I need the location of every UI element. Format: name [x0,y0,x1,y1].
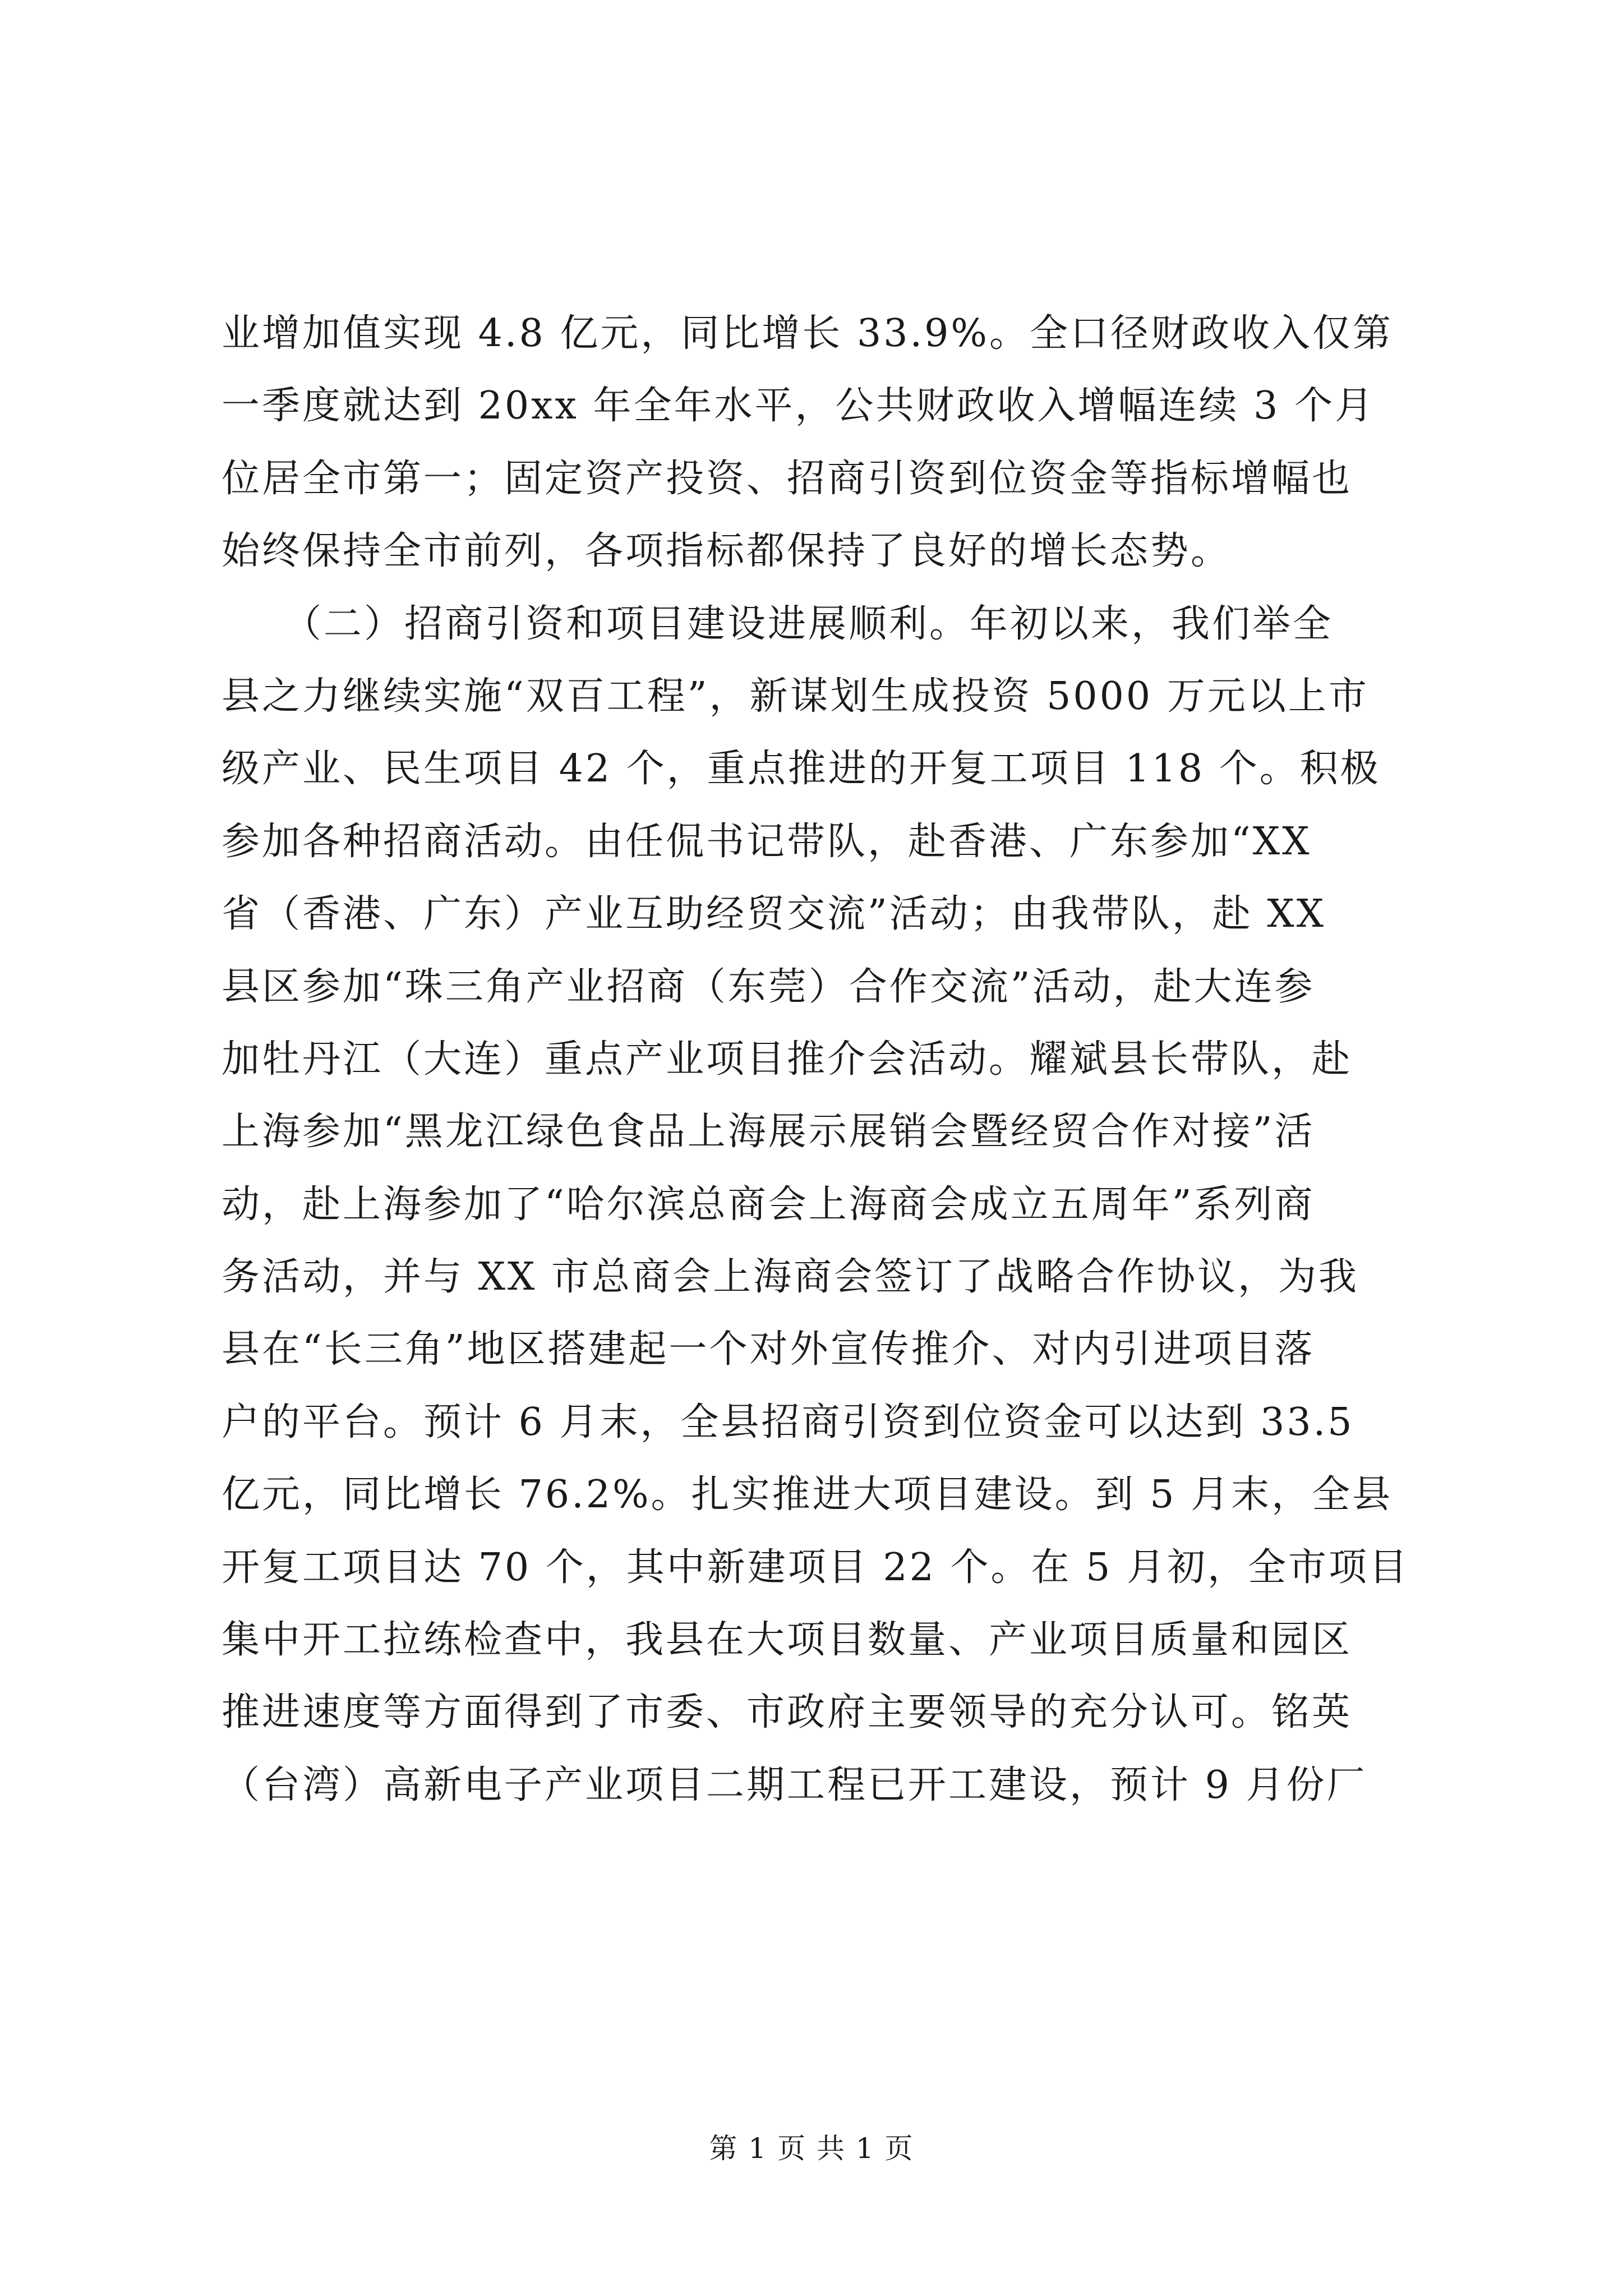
text-line: 始终保持全市前列，各项指标都保持了良好的增长态势。 [222,529,1232,574]
text-line: 省（香港、广东）产业互助经贸交流”活动；由我带队，赴 XX [222,892,1326,937]
text-line: 县在“长三角”地区搭建起一个对外宣传推介、对内引进项目落 [222,1327,1315,1372]
text-line: 加牡丹江（大连）重点产业项目推介会活动。耀斌县长带队，赴 [222,1037,1353,1082]
text-line: 一季度就达到 20xx 年全年水平，公共财政收入增幅连续 3 个月 [222,384,1375,429]
text-line: 推进速度等方面得到了市委、市政府主要领导的充分认可。铭英 [222,1690,1353,1735]
text-line: 业增加值实现 4.8 亿元，同比增长 33.9%。全口径财政收入仅第 [222,311,1394,356]
text-line: （台湾）高新电子产业项目二期工程已开工建设，预计 9 月份厂 [222,1763,1367,1807]
text-line: 集中开工拉练检查中，我县在大项目数量、产业项目质量和园区 [222,1618,1353,1663]
text-line: 县之力继续实施“双百工程”，新谋划生成投资 5000 万元以上市 [222,674,1369,719]
text-line: 户的平台。预计 6 月末，全县招商引资到位资金可以达到 33.5 [222,1400,1354,1444]
text-line: 动，赴上海参加了“哈尔滨总商会上海商会成立五周年”系列商 [222,1182,1315,1227]
text-line: 亿元，同比增长 76.2%。扎实推进大项目建设。到 5 月末，全县 [222,1473,1393,1517]
text-line: 上海参加“黑龙江绿色食品上海展示展销会暨经贸合作对接”活 [222,1110,1315,1154]
text-line: 参加各种招商活动。由任侃书记带队，赴香港、广东参加“XX [222,819,1312,864]
text-line: 务活动，并与 XX 市总商会上海商会签订了战略合作协议，为我 [222,1255,1359,1300]
text-line: 位居全市第一；固定资产投资、招商引资到位资金等指标增幅也 [222,456,1353,501]
text-line: 县区参加“珠三角产业招商（东莞）合作交流”活动，赴大连参 [222,964,1315,1009]
paragraph-start-line: （二）招商引资和项目建设进展顺利。年初以来，我们举全 [222,601,1334,646]
text-line: 级产业、民生项目 42 个，重点推进的开复工项目 118 个。积极 [222,747,1381,792]
text-line: 开复工项目达 70 个，其中新建项目 22 个。在 5 月初，全市项目 [222,1545,1410,1590]
page-footer: 第 1 页 共 1 页 [709,2132,914,2165]
body-text [222,297,1422,1821]
